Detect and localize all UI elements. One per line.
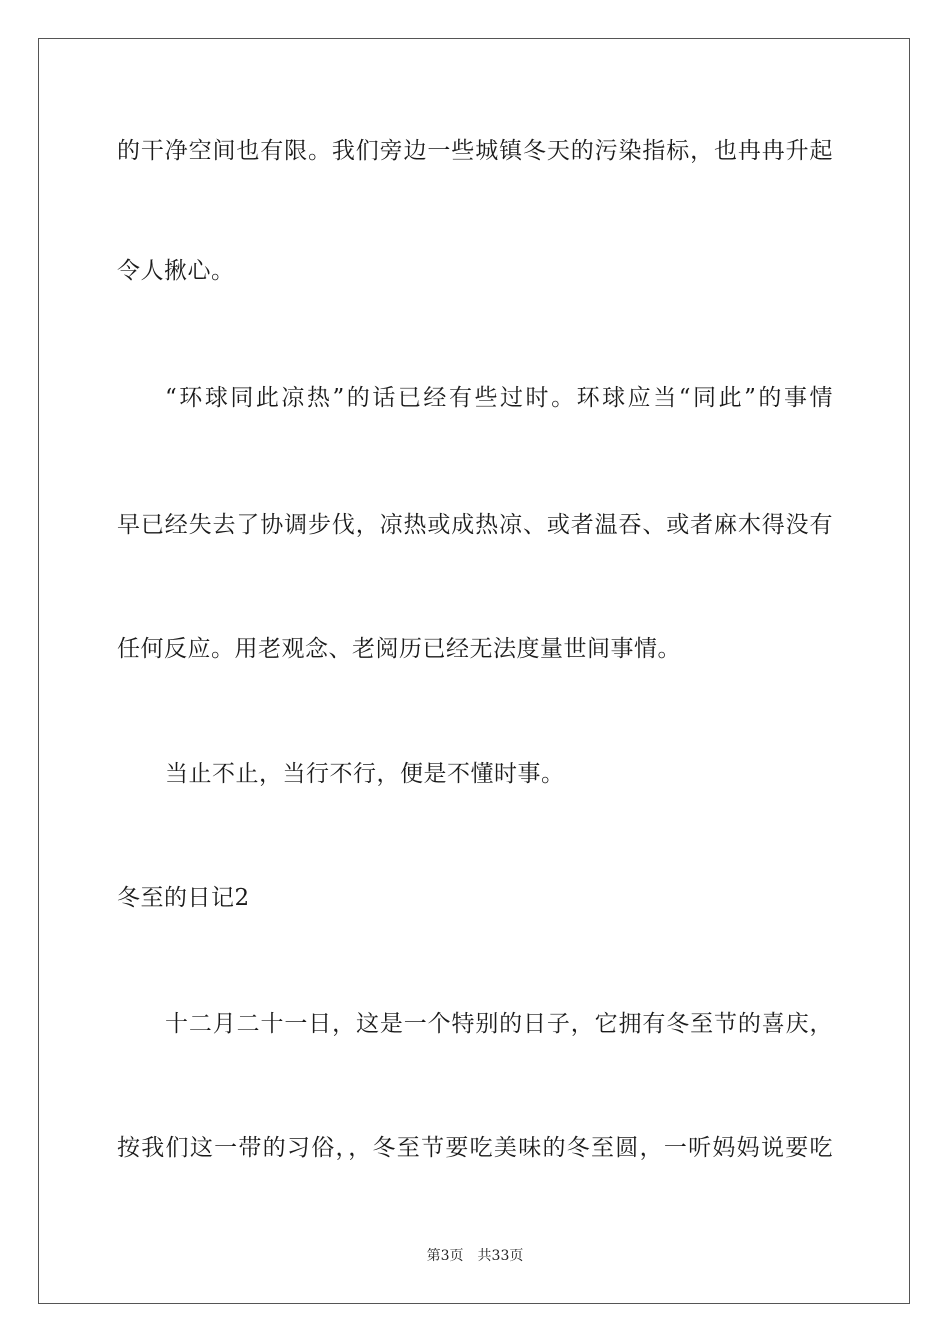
body-line-3: “环球同此凉热”的话已经有些过时。环球应当“同此”的事情 bbox=[165, 385, 833, 411]
body-line-6: 当止不止，当行不行，便是不懂时事。 bbox=[165, 761, 565, 787]
body-line-5: 任何反应。用老观念、老阅历已经无法度量世间事情。 bbox=[117, 636, 681, 662]
body-line-4: 早已经失去了协调步伐，凉热或成热凉、或者温吞、或者麻木得没有 bbox=[117, 512, 833, 538]
page-number: 第3页 bbox=[426, 1248, 464, 1264]
body-line-8: 按我们这一带的习俗，，冬至节要吃美味的冬至圆，一听妈妈说要吃 bbox=[117, 1135, 833, 1161]
body-line-2: 令人揪心。 bbox=[117, 258, 235, 284]
body-line-7: 十二月二十一日，这是一个特别的日子，它拥有冬至节的喜庆， bbox=[165, 1011, 833, 1037]
section-heading: 冬至的日记2 bbox=[117, 885, 250, 911]
total-pages: 共33页 bbox=[477, 1248, 524, 1264]
page-border bbox=[38, 38, 910, 1304]
page-footer bbox=[0, 1247, 950, 1265]
body-line-1: 的干净空间也有限。我们旁边一些城镇冬天的污染指标，也冉冉升起 bbox=[117, 138, 833, 164]
